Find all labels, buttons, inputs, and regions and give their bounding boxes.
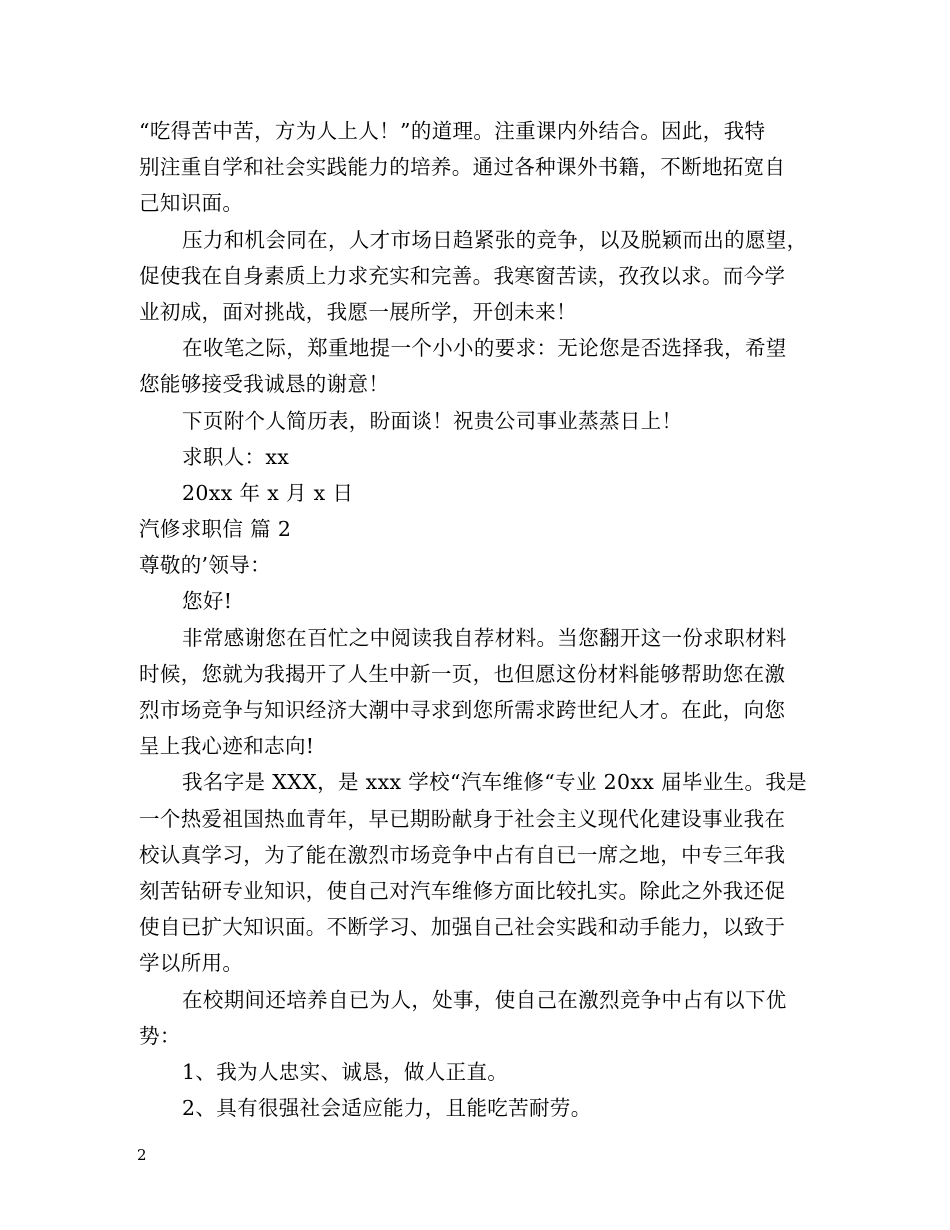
date-line: 20xx 年 x 月 x 日 bbox=[182, 480, 354, 505]
text-line: 势： bbox=[139, 1023, 181, 1048]
text-line: 在校期间还培养自已为人，处事，使自己在激烈竞争中占有以下优 bbox=[182, 987, 787, 1012]
salutation: 尊敬的’领导： bbox=[139, 553, 271, 578]
text-line: 学以所用。 bbox=[139, 951, 244, 976]
body-text bbox=[139, 113, 829, 1126]
text-line: 时候，您就为我揭开了人生中新一页，也但愿这份材料能够帮助您在激 bbox=[139, 661, 786, 686]
signature-line: 求职人：xx bbox=[182, 444, 290, 469]
list-item: 2、具有很强社会适应能力，且能吃苦耐劳。 bbox=[182, 1096, 592, 1121]
text-line: 在收笔之际，郑重地提一个小小的要求：无论您是否选择我，希望 bbox=[182, 336, 787, 361]
text-line: 下页附个人简历表，盼面谈！祝贵公司事业蒸蒸日上！ bbox=[182, 408, 683, 433]
text-line: 我名字是 XXX，是 xxx 学校“汽车维修“专业 20xx 届毕业生。我是 bbox=[182, 770, 808, 795]
text-line: 业初成，面对挑战，我愿一展所学，开创未来！ bbox=[139, 299, 577, 324]
text-line: “吃得苦中苦，方为人上人！”的道理。注重课内外结合。因此，我特 bbox=[139, 119, 766, 143]
list-item: 1、我为人忠实、诚恳，做人正直。 bbox=[182, 1059, 509, 1084]
text-line: 使自已扩大知识面。不断学习、加强自己社会实践和动手能力，以致于 bbox=[139, 915, 786, 940]
page-number: 2 bbox=[137, 1146, 147, 1164]
text-line: 促使我在自身素质上力求充实和完善。我寒窗苦读，孜孜以求。而今学 bbox=[139, 263, 786, 288]
section-title: 汽修求职信 篇 2 bbox=[139, 517, 292, 542]
text-line: 非常感谢您在百忙之中阅读我自荐材料。当您翻开这一份求职材料 bbox=[182, 625, 787, 650]
text-line: 呈上我心迹和志向! bbox=[139, 734, 315, 759]
text-line: 烈市场竞争与知识经济大潮中寻求到您所需求跨世纪人才。在此，向您 bbox=[139, 698, 786, 722]
text-line: 您能够接受我诚恳的谢意！ bbox=[139, 372, 390, 397]
greeting: 您好! bbox=[182, 589, 233, 614]
text-line: 一个热爱祖国热血青年，早已期盼献身于社会主义现代化建设事业我在 bbox=[139, 806, 786, 831]
text-line: 己知识面。 bbox=[139, 191, 244, 216]
text-line: 压力和机会同在，人才市场日趋紧张的竞争，以及脱颖而出的愿望， bbox=[182, 227, 808, 252]
text-line: 刻苦钻研专业知识，使自己对汽车维修方面比较扎实。除此之外我还促 bbox=[139, 878, 786, 903]
text-line: 别注重自学和社会实践能力的培养。通过各种课外书籍，不断地拓宽自 bbox=[139, 155, 786, 180]
text-line: 校认真学习，为了能在激烈市场竞争中占有自已一席之地，中专三年我 bbox=[139, 842, 786, 867]
